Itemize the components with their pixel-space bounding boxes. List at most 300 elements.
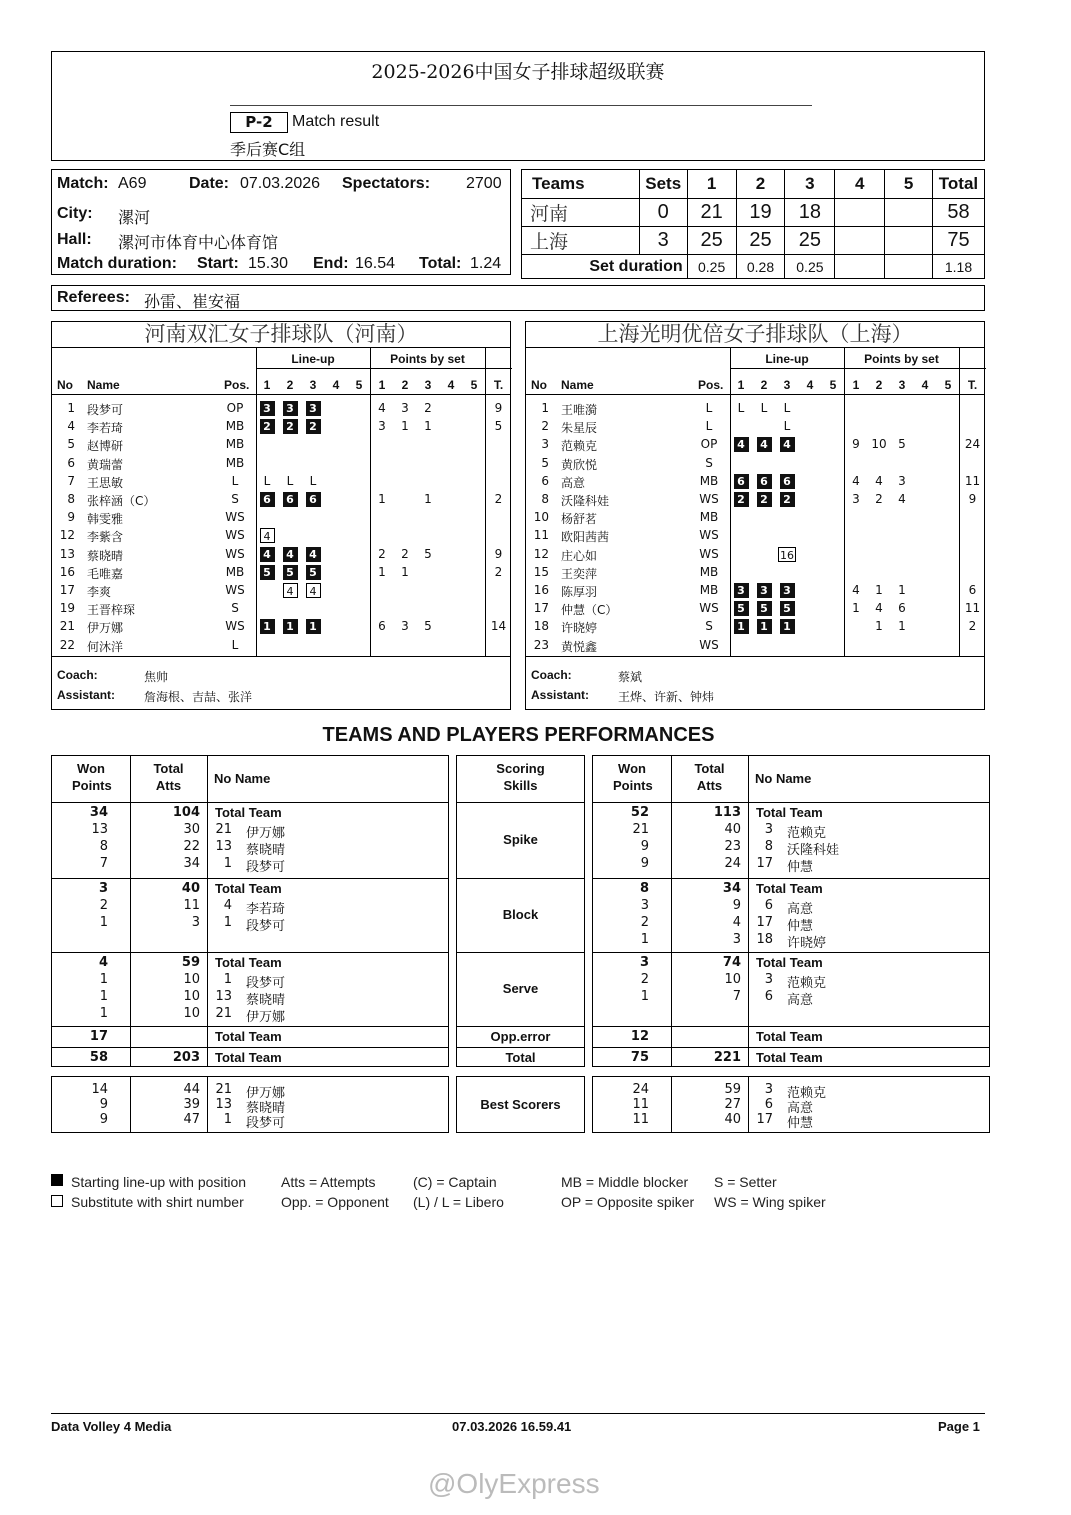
lineup-start-square: 3 — [283, 401, 298, 416]
player-total-points: 11 — [964, 601, 981, 616]
lineup-start-square: 6 — [283, 492, 298, 507]
total-team-label: Total Team — [756, 1050, 823, 1065]
roster-player-row — [52, 545, 510, 563]
col-teams: Teams — [522, 170, 640, 199]
no-name-header: No Name — [214, 771, 271, 786]
player-name: 段梦可 — [87, 403, 124, 417]
total-atts: 59 — [181, 955, 200, 970]
player-position: OP — [226, 401, 244, 415]
roster-player-row — [526, 454, 984, 472]
spectators-value: 2700 — [466, 175, 502, 192]
lineup-start-square: 2 — [260, 419, 275, 434]
pos-header: Pos. — [698, 378, 724, 392]
player-total-points: 2 — [494, 492, 503, 506]
away-set-5 — [885, 227, 933, 255]
home-set-4 — [835, 199, 885, 227]
set-duration-row — [522, 255, 985, 279]
set-points: 1 — [852, 601, 860, 616]
home-set-5 — [885, 199, 933, 227]
skill-divider — [457, 802, 584, 803]
group-name: 季后赛C组 — [230, 140, 306, 159]
set-points: 2 — [875, 492, 883, 506]
total-atts: 10 — [724, 972, 741, 987]
set-points: 3 — [401, 619, 409, 634]
won-points: 17 — [89, 1029, 108, 1044]
player-position: WS — [225, 619, 245, 634]
legend-starting: Starting line-up with position — [71, 1174, 247, 1190]
total-atts: 113 — [713, 805, 741, 820]
lineup-header: Line-up — [291, 352, 335, 366]
away-team-name: 上海 — [522, 227, 640, 255]
roster-player-row — [52, 581, 510, 599]
won-points: 12 — [630, 1029, 649, 1044]
no-header: No — [531, 378, 547, 392]
won-points: 8 — [99, 839, 108, 854]
lineup-start-square: 4 — [734, 437, 749, 452]
no-header: No — [57, 378, 73, 392]
total-value: 1.24 — [470, 255, 502, 272]
col-set-1: 1 — [687, 170, 736, 199]
player-number: 3 — [764, 972, 773, 987]
player-number: 10 — [533, 510, 549, 525]
player-position: L — [705, 419, 713, 434]
roster-player-row — [52, 435, 510, 453]
lineup-set-num: 5 — [829, 378, 837, 392]
player-name: 蔡晓晴 — [246, 1101, 286, 1116]
total-atts: 3 — [732, 932, 741, 947]
player-name: 段梦可 — [246, 1116, 286, 1131]
perf-line — [52, 989, 448, 1006]
won-points: 52 — [630, 805, 649, 820]
lineup-sub-square: 16 — [780, 548, 794, 562]
player-number: 13 — [215, 1097, 232, 1112]
total-atts: 10 — [183, 972, 200, 987]
best-scorers-away — [592, 1076, 990, 1133]
perf-line — [593, 822, 989, 839]
total-atts: 221 — [713, 1050, 741, 1065]
lineup-start-square: 5 — [283, 565, 298, 580]
skill-divider — [457, 952, 584, 953]
home-team-name: 河南 — [522, 199, 640, 227]
player-position: S — [231, 601, 239, 616]
perf-line — [593, 989, 989, 1006]
player-position: WS — [225, 510, 245, 525]
perf-line — [52, 972, 448, 989]
total-atts: 24 — [724, 856, 741, 871]
won-points: 3 — [98, 881, 108, 896]
lineup-start-square: 5 — [757, 601, 772, 616]
player-number: 1 — [223, 915, 232, 930]
won-points: 14 — [91, 1082, 108, 1097]
roster-player-row — [52, 526, 510, 544]
total-atts: 104 — [172, 805, 200, 820]
away-set-2: 25 — [736, 227, 785, 255]
total-header: T. — [493, 378, 504, 392]
points-set-num: 2 — [875, 378, 883, 392]
league-title: 2025-2026中国女子排球超级联赛 — [371, 61, 665, 83]
player-number: 17 — [59, 583, 75, 597]
start-value: 15.30 — [248, 255, 289, 272]
won-points: 9 — [99, 1112, 108, 1127]
legend-atts: Atts = Attempts — [281, 1174, 376, 1190]
won-points: 7 — [99, 856, 108, 871]
player-number: 6 — [764, 989, 773, 1004]
player-name: 范赖克 — [561, 439, 598, 454]
assistant-label: Assistant: — [57, 688, 116, 702]
player-name: 蔡晓晴 — [87, 548, 124, 563]
player-name: 许晓婷 — [787, 936, 827, 951]
player-name: 高意 — [787, 902, 814, 917]
total-atts: 4 — [732, 915, 741, 930]
assistant-label: Assistant: — [531, 688, 590, 702]
home-sets: 0 — [639, 199, 687, 227]
points-set-num: 3 — [898, 378, 906, 392]
set-points: 2 — [378, 546, 386, 561]
player-name: 伊万娜 — [246, 1086, 286, 1101]
substitute-square-icon — [51, 1195, 63, 1207]
won-points: 2 — [99, 898, 108, 913]
player-position: MB — [699, 583, 719, 597]
player-name: 许晓婷 — [561, 621, 598, 636]
set-duration-3: 0.25 — [785, 255, 835, 279]
roster-player-row — [526, 617, 984, 635]
legend-libero: (L) / L = Libero — [413, 1194, 504, 1210]
player-total-points: 6 — [968, 583, 977, 597]
set-points: 4 — [898, 492, 906, 506]
player-number: 15 — [533, 564, 549, 579]
roster-footer-line — [526, 656, 984, 657]
col-set-5: 5 — [885, 170, 933, 199]
pos-header: Pos. — [224, 378, 250, 392]
lineup-start-square: 6 — [780, 474, 795, 489]
perf-line — [52, 822, 448, 839]
footer-timestamp: 07.03.2026 16.59.41 — [452, 1419, 572, 1434]
won-points-header: Won Points — [613, 761, 653, 793]
home-set-3: 18 — [785, 199, 835, 227]
total-atts: 74 — [722, 955, 741, 970]
won-points: 3 — [639, 955, 649, 970]
lineup-start-square: 2 — [734, 492, 749, 507]
city-label: City: — [57, 205, 93, 222]
perf-block-total — [593, 1047, 989, 1068]
total-team-label: Total Team — [215, 881, 282, 896]
roster-header-line — [256, 368, 512, 369]
player-name: 沃隆科娃 — [561, 494, 610, 508]
set-points: 9 — [852, 437, 860, 452]
skill-divider — [457, 1047, 584, 1048]
player-number: 17 — [756, 856, 773, 871]
lineup-start-square: 3 — [260, 401, 275, 416]
lineup-set-num: 3 — [783, 378, 791, 392]
player-name: 李若琦 — [87, 421, 124, 436]
player-name: 伊万娜 — [246, 826, 286, 841]
won-points: 1 — [640, 989, 649, 1004]
best-scorers-home — [51, 1076, 449, 1133]
roster-team-name: 河南双汇女子排球队（河南） — [52, 322, 510, 348]
hall-value: 漯河市体育中心体育馆 — [118, 235, 279, 252]
player-name: 王奕萍 — [561, 566, 598, 581]
won-points: 2 — [640, 915, 649, 930]
doc-name: Match result — [292, 113, 380, 130]
roster-player-row — [52, 617, 510, 635]
lineup-set-num: 2 — [760, 378, 768, 392]
won-points: 9 — [640, 839, 649, 854]
player-number: 13 — [59, 546, 75, 561]
points-set-num: 5 — [944, 378, 952, 392]
lineup-libero: L — [737, 401, 745, 415]
col-set-2: 2 — [736, 170, 785, 199]
roster-header-bottom — [526, 394, 984, 395]
player-position: S — [231, 492, 239, 506]
player-number: 3 — [764, 1082, 773, 1097]
total-atts: 9 — [732, 898, 741, 913]
roster-team-name: 上海光明优倍女子排球队（上海） — [526, 322, 984, 348]
perf-line — [52, 1029, 448, 1046]
referees-label: Referees: — [57, 289, 130, 306]
set-points: 1 — [401, 564, 409, 579]
set-duration-total: 1.18 — [932, 255, 984, 279]
match-value: A69 — [118, 175, 147, 192]
player-total-points: 9 — [494, 546, 503, 561]
perf-line — [593, 839, 989, 856]
player-name: 庄心如 — [561, 548, 598, 563]
home-set-2: 19 — [736, 199, 785, 227]
won-points: 3 — [640, 898, 649, 913]
points-set-num: 3 — [424, 378, 432, 392]
player-total-points: 24 — [964, 437, 981, 452]
player-name: 沃隆科娃 — [787, 843, 840, 858]
lineup-start-square: 2 — [283, 419, 298, 434]
player-number: 21 — [215, 1006, 232, 1021]
date-value: 07.03.2026 — [240, 175, 321, 192]
roster-player-row — [526, 599, 984, 617]
player-total-points: 2 — [494, 564, 503, 579]
won-points: 8 — [639, 881, 649, 896]
perf-block-serve — [52, 952, 448, 1026]
player-number: 19 — [59, 601, 75, 616]
lineup-set-num: 3 — [309, 378, 317, 392]
legend-opp: Opp. = Opponent — [281, 1194, 389, 1210]
won-points: 2 — [640, 972, 649, 987]
total-atts: 59 — [724, 1082, 741, 1097]
roster-player-row — [526, 508, 984, 526]
won-points: 11 — [632, 1112, 649, 1127]
roster-player-row — [52, 454, 510, 472]
player-name: 蔡晓晴 — [246, 993, 286, 1008]
legend-substitute: Substitute with shirt number — [71, 1194, 244, 1210]
perf-block-block — [593, 878, 989, 952]
end-value: 16.54 — [355, 255, 396, 272]
player-name: 黄瑞蕾 — [87, 457, 124, 472]
score-header-row — [522, 170, 985, 199]
player-name: 仲慧（C） — [561, 603, 618, 618]
match-label: Match: — [57, 175, 109, 192]
player-number: 13 — [215, 839, 232, 854]
won-points: 34 — [89, 805, 108, 820]
total-atts: 44 — [183, 1082, 200, 1097]
best-scorers-label-box — [456, 1076, 585, 1133]
player-number: 1 — [223, 856, 232, 871]
perf-away-table — [592, 755, 990, 1067]
set-points: 1 — [898, 619, 906, 634]
roster-player-row — [526, 472, 984, 490]
footer-left: Data Volley 4 Media — [51, 1419, 172, 1434]
perf-line — [52, 1050, 448, 1067]
set-points: 10 — [871, 437, 887, 452]
set-points: 3 — [852, 492, 860, 506]
player-number: 2 — [541, 419, 549, 434]
set-points: 4 — [875, 601, 883, 616]
player-position: S — [705, 619, 713, 634]
total-header: T. — [967, 378, 978, 392]
away-total: 75 — [932, 227, 984, 255]
set-duration-2: 0.28 — [736, 255, 785, 279]
player-position: WS — [699, 492, 719, 506]
player-name: 范赖克 — [787, 826, 827, 841]
score-table — [521, 169, 985, 275]
lineup-start-square: 5 — [260, 565, 275, 580]
roster-header-line — [730, 368, 986, 369]
set-points: 1 — [875, 619, 883, 634]
total-atts: 40 — [724, 1112, 741, 1127]
roster-player-row — [526, 545, 984, 563]
player-position: L — [231, 473, 239, 488]
player-number: 8 — [67, 492, 75, 506]
lineup-set-num: 4 — [806, 378, 814, 392]
player-total-points: 2 — [968, 619, 977, 634]
coach-name: 蔡斌 — [618, 670, 643, 684]
player-name: 毛唯嘉 — [87, 566, 124, 581]
set-duration-label: Set duration — [522, 255, 688, 279]
lineup-start-square: 1 — [260, 619, 275, 634]
city-value: 漯河 — [118, 210, 151, 227]
lineup-start-square: 5 — [734, 601, 749, 616]
won-points: 1 — [99, 972, 108, 987]
total-atts: 47 — [183, 1112, 200, 1127]
roster-player-row — [526, 563, 984, 581]
coach-label: Coach: — [531, 668, 572, 682]
player-number: 6 — [764, 898, 773, 913]
player-name: 王晋梓琛 — [87, 603, 136, 618]
perf-line — [52, 955, 448, 972]
set-points: 5 — [424, 546, 432, 561]
player-name: 李若琦 — [246, 902, 286, 917]
col-total: Total — [932, 170, 984, 199]
player-number: 6 — [764, 1097, 773, 1112]
header-divider — [230, 105, 812, 106]
total-atts: 34 — [183, 856, 200, 871]
score-row-away — [522, 227, 985, 255]
player-number: 5 — [67, 437, 75, 452]
hall-label: Hall: — [57, 231, 92, 248]
away-sets: 3 — [639, 227, 687, 255]
skill-divider — [457, 878, 584, 879]
lineup-libero: L — [286, 473, 294, 488]
away-set-4 — [835, 227, 885, 255]
player-name: 朱星辰 — [561, 421, 598, 436]
assistant-names: 詹海根、吉喆、张洋 — [144, 690, 253, 704]
player-name: 欧阳茜茜 — [561, 530, 610, 545]
lineup-start-square: 4 — [260, 547, 275, 562]
name-header: Name — [87, 378, 120, 392]
total-team-label: Total Team — [215, 1050, 282, 1065]
points-by-set-header: Points by set — [390, 352, 465, 366]
player-number: 21 — [59, 619, 75, 634]
lineup-set-num: 1 — [737, 378, 745, 392]
start-label: Start: — [197, 255, 239, 272]
player-number: 23 — [533, 637, 549, 652]
no-name-header: No Name — [755, 771, 812, 786]
lineup-start-square: 3 — [306, 401, 321, 416]
set-points: 1 — [424, 419, 432, 434]
perf-line — [593, 932, 989, 949]
referees-value: 孙雷、崔安福 — [144, 292, 241, 311]
away-set-1: 25 — [687, 227, 736, 255]
total-atts: 40 — [181, 881, 200, 896]
player-name: 黄悦鑫 — [561, 639, 598, 654]
perf-line — [52, 1006, 448, 1023]
best-scorer-line — [593, 1112, 989, 1129]
lineup-start-square: 6 — [757, 474, 772, 489]
player-position: OP — [700, 437, 718, 452]
set-points: 3 — [898, 473, 906, 488]
perf-line — [593, 898, 989, 915]
skill-label: Spike — [503, 832, 538, 847]
points-set-num: 1 — [378, 378, 386, 392]
lineup-sub-square: 4 — [283, 583, 298, 598]
home-total: 58 — [932, 199, 984, 227]
lineup-start-square: 2 — [306, 419, 321, 434]
roster-player-row — [526, 581, 984, 599]
set-points: 6 — [898, 601, 906, 616]
player-name: 仲慧 — [787, 1116, 814, 1131]
date-label: Date: — [189, 175, 230, 192]
set-points: 1 — [378, 564, 386, 579]
lineup-start-square: 1 — [306, 619, 321, 634]
player-position: WS — [699, 546, 719, 561]
roster-player-row — [52, 472, 510, 490]
perf-line — [593, 856, 989, 873]
player-number: 21 — [215, 1082, 232, 1097]
legend-ws: WS = Wing spiker — [714, 1194, 826, 1210]
referees-bar — [51, 285, 985, 311]
lineup-sub-square: 4 — [306, 583, 321, 598]
total-atts-header: Total Atts — [153, 761, 184, 793]
name-header: Name — [561, 378, 594, 392]
lineup-set-num: 1 — [263, 378, 271, 392]
player-position: MB — [699, 564, 719, 579]
set-points: 4 — [875, 473, 883, 488]
player-number: 21 — [215, 822, 232, 837]
won-points: 1 — [99, 989, 108, 1004]
total-atts: 22 — [183, 839, 200, 854]
player-name: 李紫含 — [87, 530, 124, 545]
lineup-start-square: 1 — [734, 619, 749, 634]
roster-home — [51, 321, 511, 710]
player-position: L — [231, 637, 239, 652]
roster-footer-line — [52, 656, 510, 657]
won-points: 13 — [91, 822, 108, 837]
player-number: 1 — [223, 1112, 232, 1127]
player-name: 何沐洋 — [87, 639, 124, 654]
player-name: 仲慧 — [787, 860, 814, 875]
player-number: 5 — [541, 455, 549, 470]
lineup-start-square: 4 — [780, 437, 795, 452]
lineup-start-square: 3 — [757, 583, 772, 598]
duration-label: Match duration: — [57, 255, 177, 272]
player-number: 8 — [541, 492, 549, 506]
player-number: 6 — [67, 455, 75, 470]
